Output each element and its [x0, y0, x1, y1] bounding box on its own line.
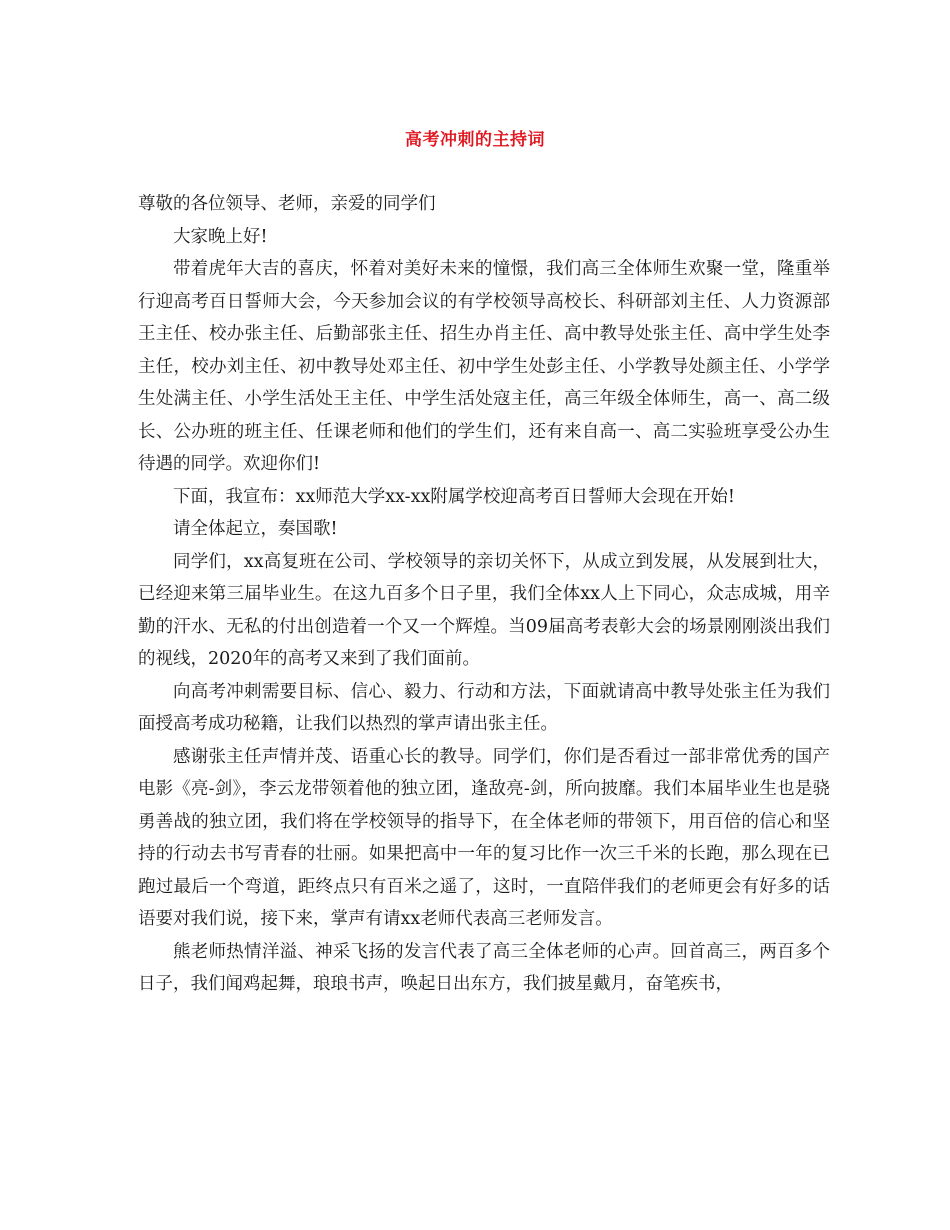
- paragraph-greeting: 大家晚上好!: [173, 226, 268, 247]
- salutation: 尊敬的各位领导、老师，亲爱的同学们: [138, 194, 436, 214]
- paragraph-anthem: 请全体起立，奏国歌!: [173, 519, 338, 539]
- paragraph-thanks-director: 感谢张主任声情并茂、语重心长的教导。同学们，你们是否看过一部非常优秀的国产电影《亮-剑》，李云龙带领着他的独立团，逢敌亮-剑，所向披靡。我们本届毕业生也是骁勇善战的独立团，我们将在学校领导的指导下，在全体老师的带领下，用百倍的信心和坚持的行动去书写青春的壮丽。如果把高中一年的复习比作一次三千米的长跑，那么现在已跑过最后一个弯道，距终点只有百米之遥了，这时，一直陪伴我们的老师更会有好多的话语要对我们说，接下来，掌声有请xx老师代表高三老师发言。: [138, 746, 830, 929]
- paragraph-history: 同学们，xx高复班在公司、学校领导的亲切关怀下，从成立到发展，从发展到壮大，已经迎来第三届毕业生。在这九百多个日子里，我们全体xx人上下同心，众志成城，用辛勤的汗水、无私的付出创造着一个又一个辉煌。当09届高考表彰大会的场景刚刚淡出我们的视线，2020年的高考又来到了我们面前。: [138, 551, 830, 669]
- document-title: 高考冲刺的主持词: [405, 130, 545, 150]
- paragraph-welcome: 带着虎年大吉的喜庆，怀着对美好未来的憧憬，我们高三全体师生欢聚一堂，隆重举行迎高考百日誓师大会，今天参加会议的有学校领导高校长、科研部刘主任、人力资源部王主任、校办张主任、后勤部张主任、招生办肖主任、高中教导处张主任、高中学生处李主任，校办刘主任、初中教导处邓主任、初中学生处彭主任、小学教导处颜主任、小学学生处满主任、小学生活处王主任、中学生活处寇主任，高三年级全体师生，高一、高二级长、公办班的班主任、任课老师和他们的学生们，还有来自高一、高二实验班享受公办生待遇的同学。欢迎你们!: [138, 259, 830, 474]
- paragraph-introduce-director: 向高考冲刺需要目标、信心、毅力、行动和方法，下面就请高中教导处张主任为我们面授高考成功秘籍，让我们以热烈的掌声请出张主任。: [138, 681, 830, 734]
- paragraph-teacher-speech: 熊老师热情洋溢、神采飞扬的发言代表了高三全体老师的心声。回首高三，两百多个日子，我们闻鸡起舞，琅琅书声，唤起日出东方，我们披星戴月，奋笔疾书，: [138, 941, 830, 994]
- document-body: [138, 188, 830, 1001]
- paragraph-opening: 下面，我宣布：xx师范大学xx-xx附属学校迎高考百日誓师大会现在开始!: [173, 486, 735, 507]
